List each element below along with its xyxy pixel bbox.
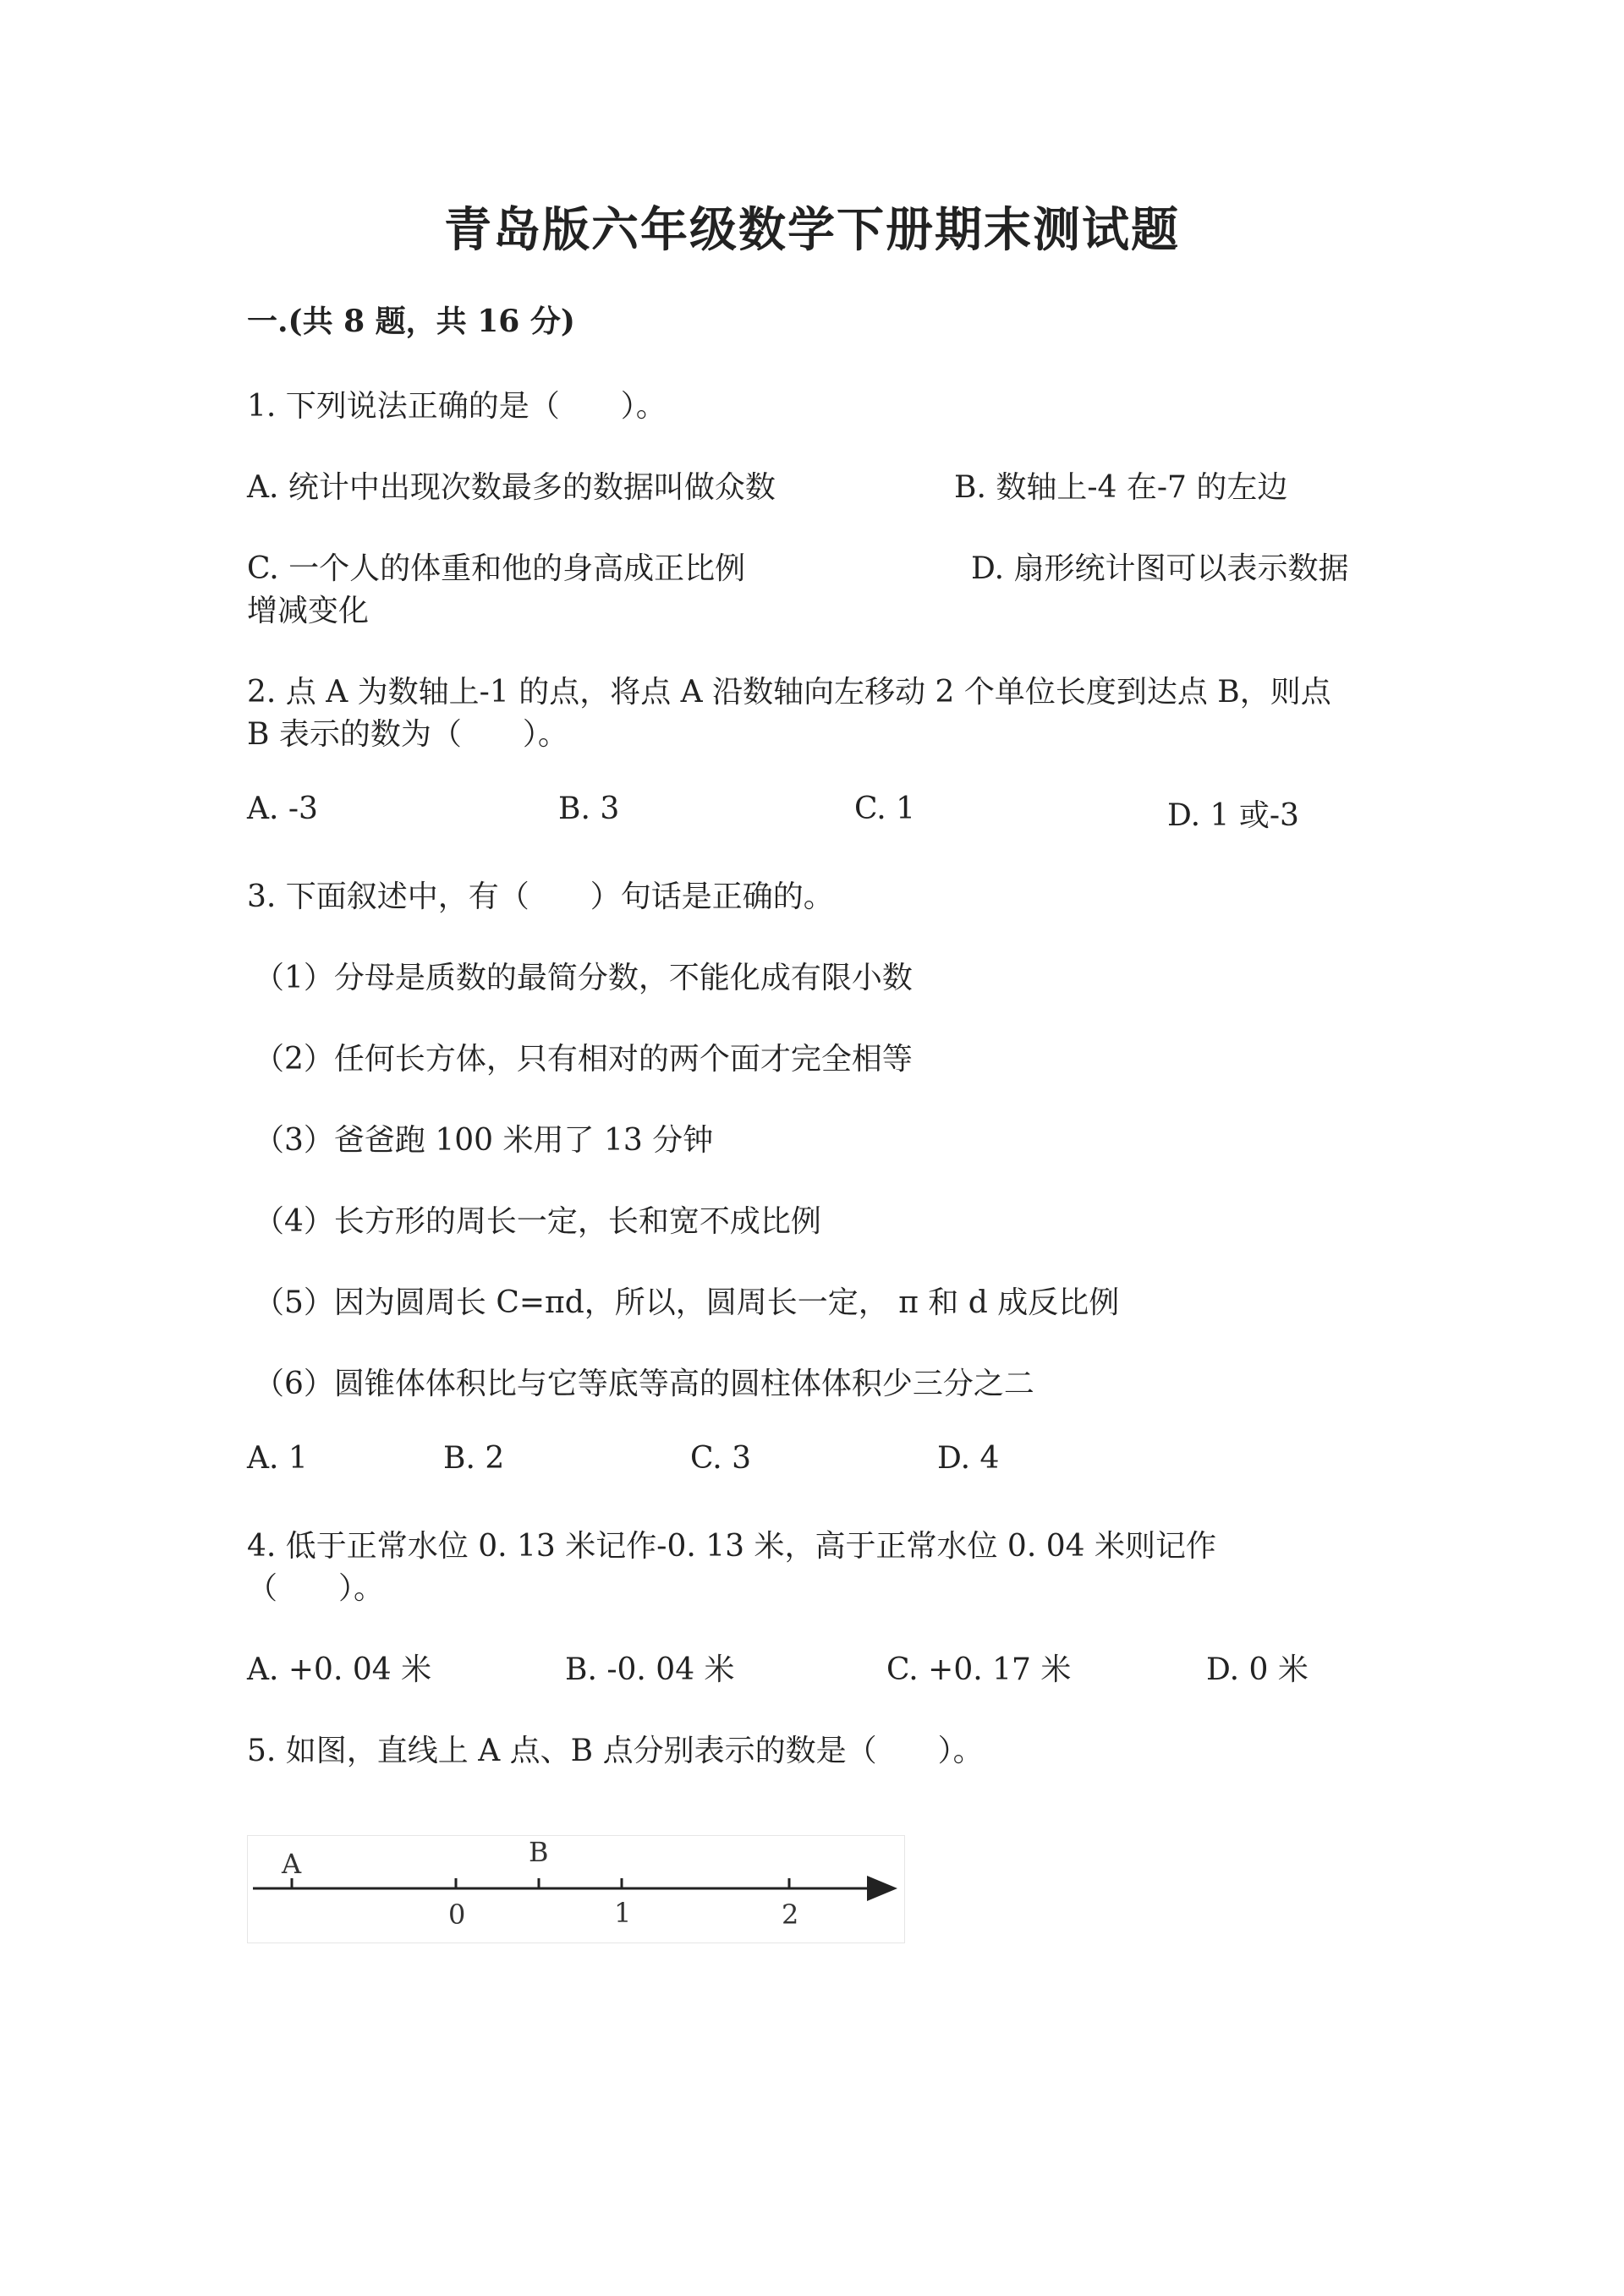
question-1-stem: 1. 下列说法正确的是（ ）。 <box>247 389 667 424</box>
question-4-stem-line-1: 4. 低于正常水位 0. 13 米记作-0. 13 米，高于正常水位 0. 04 米则记作 <box>247 1529 1216 1564</box>
question-1-option-d: D. 扇形统计图可以表示数据 <box>971 551 1349 586</box>
question-3-stem: 3. 下面叙述中，有（ ）句话是正确的。 <box>247 879 834 914</box>
question-3-statement-6: （6）圆锥体体积比与它等底等高的圆柱体体积少三分之二 <box>254 1367 1034 1401</box>
question-3-option-d: D. 4 <box>937 1441 1000 1476</box>
tick-label-0: 0 <box>448 1899 466 1931</box>
question-2-option-b: B. 3 <box>558 792 620 826</box>
page-title: 青岛版六年级数学下册期末测试题 <box>444 202 1180 258</box>
question-4-option-d: D. 0 米 <box>1206 1652 1309 1687</box>
point-b-label: B <box>529 1836 549 1868</box>
question-5-stem: 5. 如图，直线上 A 点、B 点分别表示的数是（ ）。 <box>247 1734 984 1768</box>
question-1-option-b: B. 数轴上-4 在-7 的左边 <box>954 470 1288 505</box>
question-3-option-b: B. 2 <box>443 1441 505 1476</box>
number-line-figure <box>247 1835 905 1943</box>
question-3-option-c: C. 3 <box>690 1441 752 1476</box>
section-heading: 一.(共 8 题，共 16 分) <box>247 304 575 339</box>
question-2-option-d: D. 1 或-3 <box>1167 798 1299 833</box>
tick-label-2: 2 <box>782 1899 799 1931</box>
question-4-stem-line-2: （ ）。 <box>247 1571 385 1606</box>
question-4-option-a: A. +0. 04 米 <box>247 1652 432 1687</box>
question-1-option-d-continued: 增减变化 <box>247 594 370 628</box>
question-3-option-a: A. 1 <box>247 1441 308 1476</box>
question-2-stem-line-1: 2. 点 A 为数轴上-1 的点，将点 A 沿数轴向左移动 2 个单位长度到达点 B，则点 <box>247 675 1331 710</box>
question-2-option-c: C. 1 <box>854 792 916 826</box>
question-3-statement-2: （2）任何长方体，只有相对的两个面才完全相等 <box>254 1042 913 1077</box>
point-a-label: A <box>282 1848 302 1880</box>
question-3-statement-5: （5）因为圆周长 C=πd，所以，圆周长一定， π 和 d 成反比例 <box>254 1285 1120 1320</box>
number-line-svg <box>248 1836 904 1943</box>
question-1-option-c: C. 一个人的体重和他的身高成正比例 <box>247 551 746 586</box>
question-4-option-c: C. +0. 17 米 <box>886 1652 1072 1687</box>
question-2-option-a: A. -3 <box>247 792 318 826</box>
question-3-statement-3: （3）爸爸跑 100 米用了 13 分钟 <box>254 1123 714 1158</box>
question-2-stem-line-2: B 表示的数为（ ）。 <box>247 717 568 752</box>
question-3-statement-1: （1）分母是质数的最简分数，不能化成有限小数 <box>254 961 913 995</box>
tick-label-1: 1 <box>614 1897 632 1929</box>
question-4-option-b: B. -0. 04 米 <box>565 1652 735 1687</box>
question-3-statement-4: （4）长方形的周长一定，长和宽不成比例 <box>254 1204 821 1239</box>
question-1-option-a: A. 统计中出现次数最多的数据叫做众数 <box>247 470 776 505</box>
